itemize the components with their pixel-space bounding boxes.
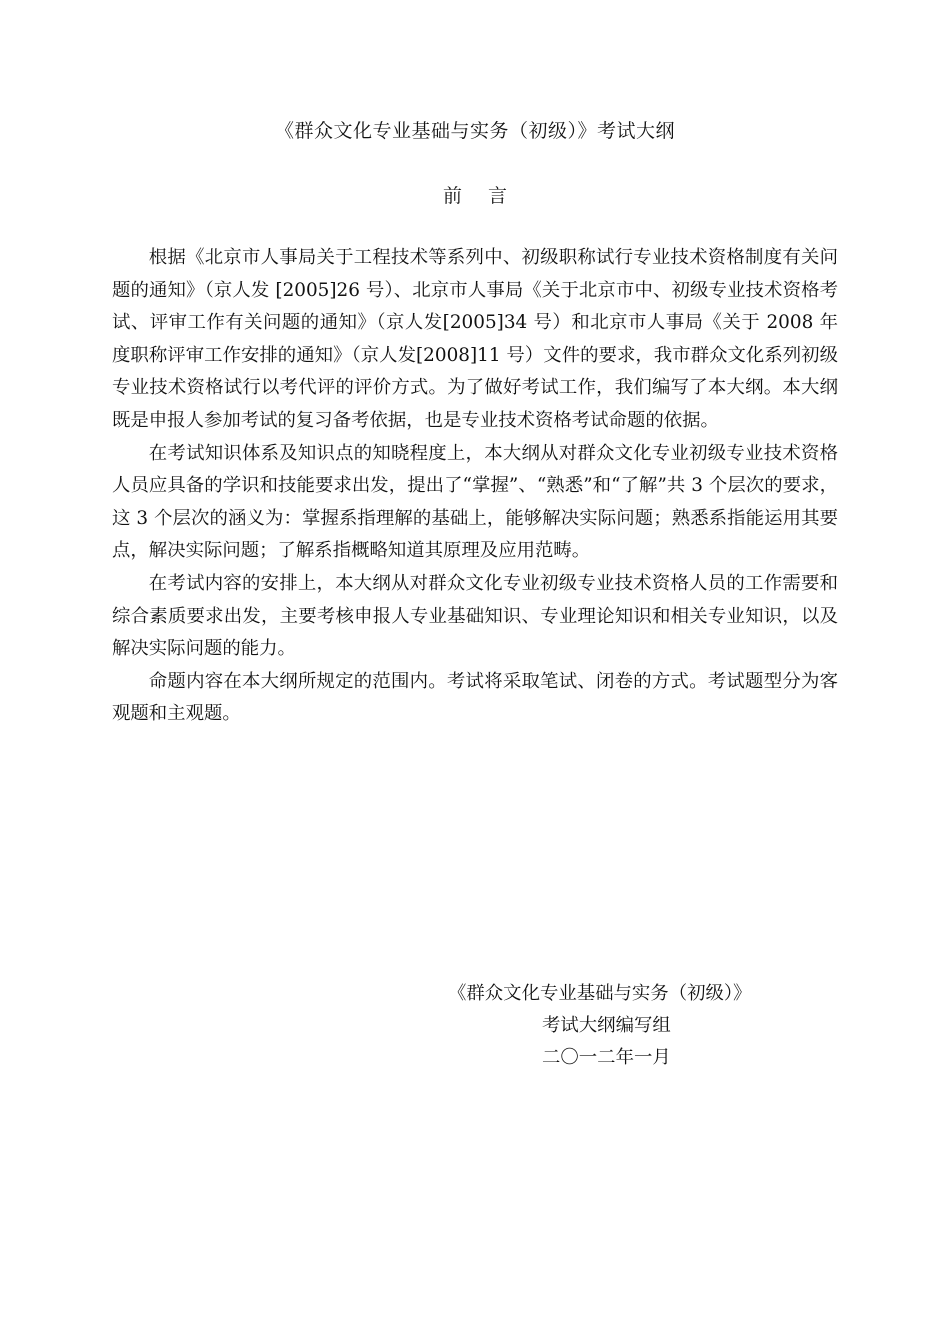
preface-heading-char1: 前 — [442, 185, 462, 207]
preface-heading-char2: 言 — [488, 185, 508, 207]
signature-book-title: 《群众文化专业基础与实务（初级）》 — [448, 983, 752, 1004]
signature-author-group: 考试大纲编写组 — [542, 1015, 671, 1036]
signature-block — [448, 978, 758, 1074]
paragraph-content-arrangement: 在考试内容的安排上，本大纲从对群众文化专业初级专业技术资格人员的工作需要和综合素质要求出发，主要考核申报人专业基础知识、专业理论知识和相关专业知识，以及解决实际问题的能力。 — [112, 572, 838, 660]
paragraph-exam-format: 命题内容在本大纲所规定的范围内。考试将采取笔试、闭卷的方式。考试题型分为客观题和主观题。 — [112, 670, 838, 725]
paragraph-knowledge-levels: 在考试知识体系及知识点的知晓程度上，本大纲从对群众文化专业初级专业技术资格人员应具备的学识和技能要求出发，提出了“掌握”、“熟悉”和“了解”共 3 个层次的要求，这 3 个层次的涵义为：掌握系指理解的基础上，能够解决实际问题；熟悉系指能运用其要点，解决实际问题；了解系指概略知道其原理及应用范畴。 — [112, 442, 838, 562]
preface-body — [112, 242, 838, 731]
signature-date: 二〇一二年一月 — [542, 1047, 671, 1068]
document-title: 《群众文化专业基础与实务（初级）》考试大纲 — [274, 120, 675, 142]
paragraph-basis: 根据《北京市人事局关于工程技术等系列中、初级职称试行专业技术资格制度有关问题的通知》（京人发 [2005]26 号）、北京市人事局《关于北京市中、初级专业技术资格考试、评审工作有关问题的通知》（京人发[2005]34 号）和北京市人事局《关于 2008 年度职称评审工作安排的通知》（京人发[2008]11 号）文件的要求，我市群众文化系列初级专业技术资格试行以考代评的评价方式。为了做好考试工作，我们编写了本大纲。本大纲既是申报人参加考试的复习备考依据，也是专业技术资格考试命题的依据。 — [112, 247, 838, 431]
preface-heading — [0, 181, 950, 211]
